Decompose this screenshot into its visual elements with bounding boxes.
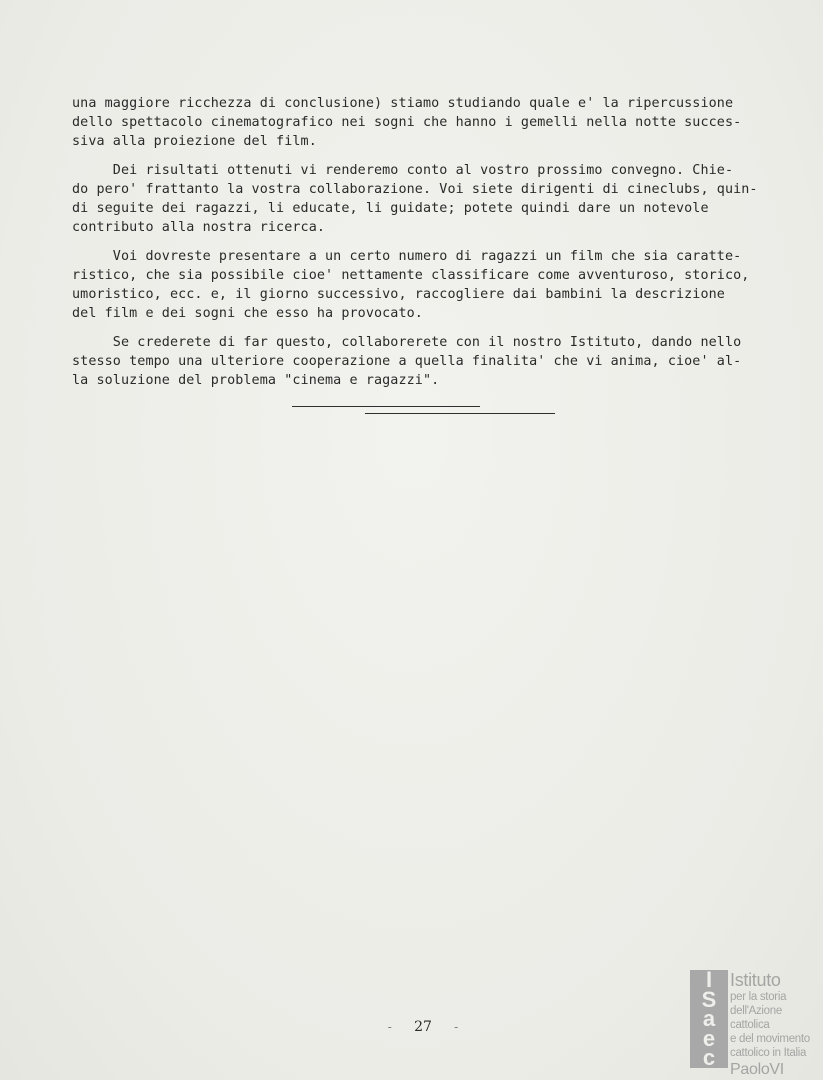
text-line: la soluzione del problema "cinema e ragazzi". — [72, 373, 440, 388]
logo-letter-block — [690, 967, 728, 1070]
page-number-value: 27 — [414, 1019, 432, 1035]
logo-name: PaoloVI — [730, 1061, 784, 1078]
text-line: ristico, che sia possibile cioe' nettamente classificare come avventuroso, storico, — [72, 268, 750, 283]
paragraph-3 — [72, 247, 784, 323]
logo-letter: c — [702, 1045, 716, 1070]
text-line: stesso tempo una ulteriore cooperazione a quella finalita' che vi anima, cioe' al- — [72, 354, 742, 369]
separator-rule-upper — [292, 406, 480, 407]
text-line: siva alla proiezione del film. — [72, 134, 317, 149]
document-body — [72, 94, 784, 400]
page-number-dash-right: - — [454, 1020, 459, 1034]
text-line: contributo alla nostra ricerca. — [72, 220, 326, 235]
institute-logo — [690, 967, 820, 1078]
text-line: do pero' frattanto la vostra collaborazione. Voi siete dirigenti di cineclubs, quin- — [72, 182, 758, 197]
text-line: dello spettacolo cinematografico nei sogni che hanno i gemelli nella notte succes- — [72, 115, 742, 130]
logo-letter: S — [701, 986, 717, 1012]
paragraph-2 — [72, 161, 784, 237]
page-number — [378, 1019, 468, 1035]
logo-letter: I — [705, 967, 713, 992]
logo-line: cattolico in Italia — [730, 1047, 807, 1059]
separator-rule-lower — [365, 413, 555, 414]
text-line: Voi dovreste presentare a un certo numero di ragazzi un film che sia caratte- — [72, 249, 742, 264]
logo-line: dell'Azione cattolica — [730, 1005, 782, 1031]
text-line: una maggiore ricchezza di conclusione) stiamo studiando quale e' la ripercussione — [72, 96, 734, 111]
logo-title: Istituto — [730, 970, 781, 990]
text-line: umoristico, ecc. e, il giorno successivo, raccogliere dai bambini la descrizione — [72, 287, 725, 302]
paragraph-4 — [72, 333, 784, 390]
text-line: Dei risultati ottenuti vi renderemo conto al vostro prossimo convegno. Chie- — [72, 163, 734, 178]
logo-line: per la storia — [730, 991, 787, 1003]
logo-text — [730, 970, 820, 1080]
logo-letter: e — [702, 1025, 716, 1051]
page-number-dash-left: - — [387, 1020, 392, 1034]
text-line: di seguite dei ragazzi, li educate, li guidate; potete quindi dare un notevole — [72, 201, 709, 216]
logo-line: e del movimento — [730, 1033, 810, 1045]
text-line: Se crederete di far questo, collaborerete con il nostro Istituto, dando nello — [72, 335, 742, 350]
text-line: del film e dei sogni che esso ha provocato. — [72, 306, 423, 321]
logo-letter: a — [702, 1006, 716, 1031]
paragraph-1 — [72, 94, 784, 151]
